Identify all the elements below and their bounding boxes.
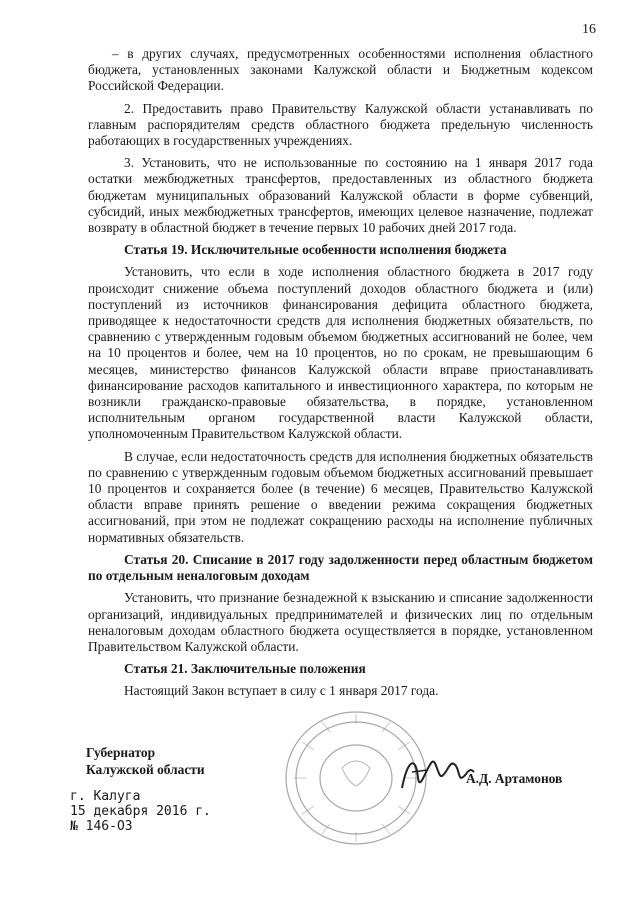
stamp-city: г. Калуга <box>70 789 141 804</box>
signatory-title-line1: Губернатор <box>86 745 156 760</box>
document-body <box>88 46 593 706</box>
article-21-heading: Статья 21. Заключительные положения <box>124 661 366 677</box>
article-21-paragraph: Настоящий Закон вступает в силу с 1 января 2017 года. <box>124 683 439 699</box>
paragraph-continuation: – в других случаях, предусмотренных особенностями исполнения областного бюджета, установленных законами Калужской области и Бюджетным кодексом Российской Федерации. <box>88 46 593 94</box>
article-19-paragraph-2: В случае, если недостаточность средств для исполнения бюджетных обязательств по сравнению с утвержденным годовым объемом бюджетных ассигнований превышает 10 процентов и сохраняется более (в течение) 6 месяцев, Правительство Калужской области вправе принять решение о введении режима сокращения бюджетных ассигнований, при этом не подлежат сокращению расходы на исполнение публичных нормативных обязательств. <box>88 448 593 545</box>
paragraph-item-2: 2. Предоставить право Правительству Калужской области устанавливать по главным распорядителям средств областного бюджета предельную численность работающих в государственных учреждениях. <box>88 100 593 149</box>
handwritten-signature-icon <box>398 748 476 798</box>
registration-stamp <box>70 789 211 834</box>
page-number: 16 <box>582 22 596 37</box>
article-19-heading: Статья 19. Исключительные особенности исполнения бюджета <box>124 242 507 258</box>
paragraph-item-3: 3. Установить, что не использованные по состоянию на 1 января 2017 года остатки межбюджетных трансфертов, предоставленных из областного бюджета бюджетам муниципальных образований Калужской области в форме субвенций, субсидий, иных межбюджетных трансфертов, имеющих целевое назначение, подлежат возврату в областной бюджет в течение первых 10 рабочих дней 2017 года. <box>88 155 593 236</box>
article-19-paragraph-1: Установить, что если в ходе исполнения областного бюджета в 2017 году происходит снижение объема поступлений доходов областного бюджета и (или) поступлений из источников финансирования дефицита областного бюджета, приводящее к недостаточности средств для исполнения бюджетных обязательств, по сравнению с утвержденным годовым объемом бюджетных ассигнований не более, чем на 10 процентов и более, чем на 10 процентов, но по срокам, не превышающим 6 месяцев, министерство финансов Калужской области вправе приостанавливать финансирование расходов капитального и инвестиционного характера, по которым не возникли гражданско-правовые обязательства, в порядке, установленном исполнительным органом государственной власти Калужской области, уполномоченным Правительством Калужской области. <box>88 264 593 442</box>
signatory-title <box>86 744 205 778</box>
stamp-date: 15 декабря 2016 г. <box>70 804 211 819</box>
signatory-name: А.Д. Артамонов <box>466 771 563 786</box>
signatory-title-line2: Калужской области <box>86 762 205 777</box>
article-20-paragraph: Установить, что признание безнадежной к взысканию и списание задолженности организаций, индивидуальных предпринимателей и физических лиц по отдельным неналоговым доходам областного бюджета осуществляется в порядке, установленном Правительством Калужской области. <box>88 590 593 654</box>
article-20-heading: Статья 20. Списание в 2017 году задолженности перед областным бюджетом по отдельным неналоговым доходам <box>88 551 593 584</box>
stamp-number: № 146-ОЗ <box>70 819 133 834</box>
